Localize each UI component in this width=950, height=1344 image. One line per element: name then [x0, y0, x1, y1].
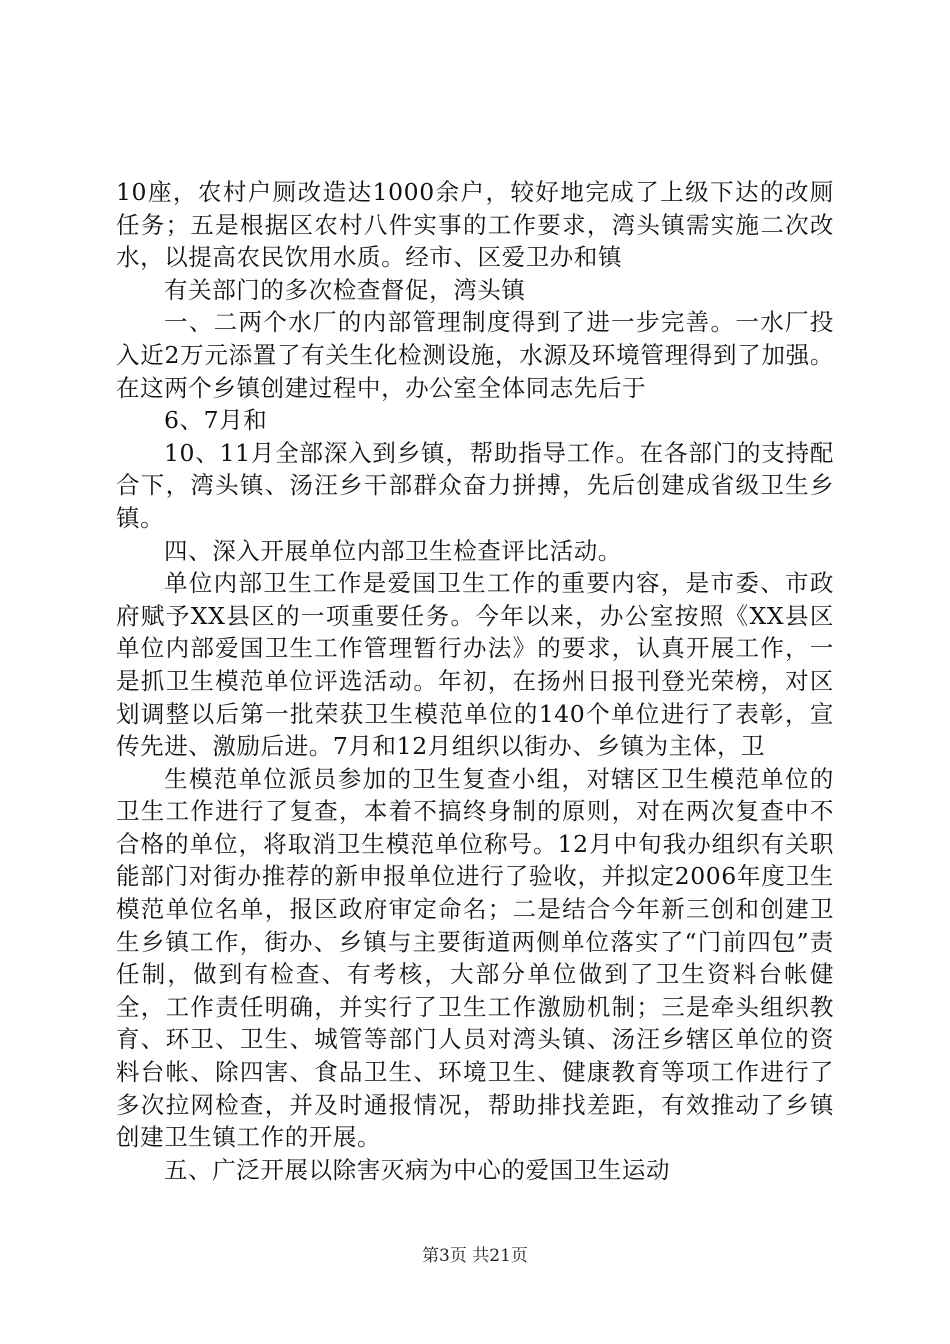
paragraph-2: 有关部门的多次检查督促，湾头镇: [164, 275, 526, 304]
paragraph-5: 10、11月全部深入到乡镇，帮助指导工作。在各部门的支持配合下，湾头镇、汤汪乡干部群众奋力拼搏，先后创建成省级卫生乡镇。: [116, 438, 834, 532]
document-body: [116, 176, 834, 1186]
section-heading-4: 四、深入开展单位内部卫生检查评比活动。: [164, 536, 622, 565]
paragraph-8: 生模范单位派员参加的卫生复查小组，对辖区卫生模范单位的卫生工作进行了复查，本着不搞终身制的原则，对在两次复查中不合格的单位，将取消卫生模范单位称号。12月中旬我办组织有关职能部门对街办推荐的新申报单位进行了验收，并拟定2006年度卫生模范单位名单，报区政府审定命名；二是结合今年新三创和创建卫生乡镇工作，街办、乡镇与主要街道两侧单位落实了“门前四包”责任制，做到有检查、有考核，大部分单位做到了卫生资料台帐健全，工作责任明确，并实行了卫生工作激励机制；三是牵头组织教育、环卫、卫生、城管等部门人员对湾头镇、汤汪乡辖区单位的资料台帐、除四害、食品卫生、环境卫生、健康教育等项工作进行了多次拉网检查，并及时通报情况，帮助排找差距，有效推动了乡镇创建卫生镇工作的开展。: [116, 764, 834, 1152]
page-number-footer: 第3页 共21页: [422, 1246, 528, 1266]
paragraph-7: 单位内部卫生工作是爱国卫生工作的重要内容，是市委、市政府赋予XX县区的一项重要任务。今年以来，办公室按照《XX县区单位内部爱国卫生工作管理暂行办法》的要求，认真开展工作，一是抓卫生模范单位评选活动。年初，在扬州日报刊登光荣榜，对区划调整以后第一批荣获卫生模范单位的140个单位进行了表彰，宣传先进、激励后进。7月和12月组织以街办、乡镇为主体，卫: [116, 569, 834, 761]
section-heading-5: 五、广泛开展以除害灭病为中心的爱国卫生运动: [164, 1155, 671, 1184]
paragraph-4: 6、7月和: [164, 406, 268, 435]
paragraph-1: 10座，农村户厕改造达1000余户，较好地完成了上级下达的改厕任务；五是根据区农村八件实事的工作要求，湾头镇需实施二次改水，以提高农民饮用水质。经市、区爱卫办和镇: [116, 178, 834, 272]
paragraph-3: 一、二两个水厂的内部管理制度得到了进一步完善。一水厂投入近2万元添置了有关生化检测设施，水源及环境管理得到了加强。在这两个乡镇创建过程中，办公室全体同志先后于: [116, 308, 834, 402]
